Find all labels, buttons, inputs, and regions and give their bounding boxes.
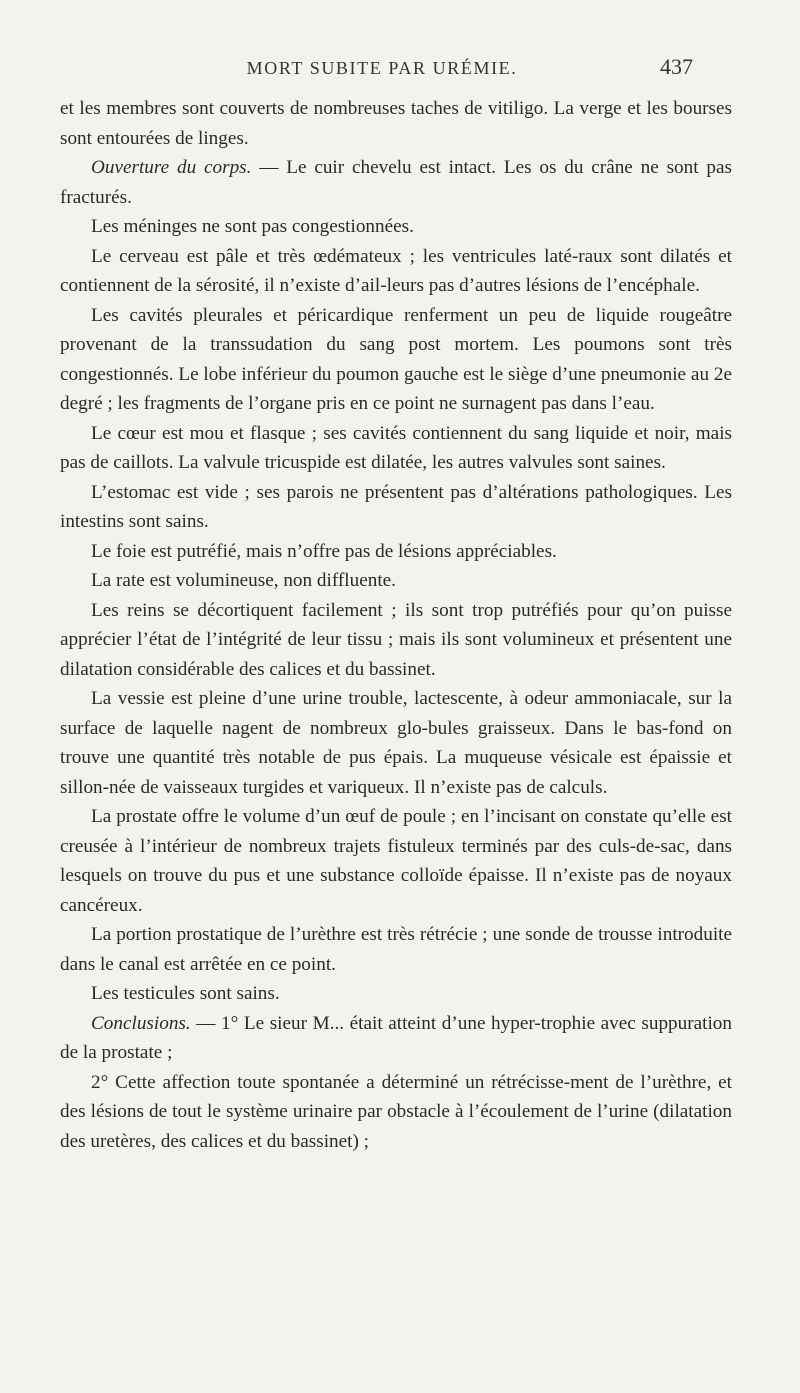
paragraph: Les cavités pleurales et péricardique renferment un peu de liquide rougeâtre provenant de la transsudation du sang post mortem. Les poumons sont très congestionnés. Le lobe inférieur du poumon gauche est le siège d’une pneumonie au 2e degré ; les fragments de l’organe pris en ce point ne surnagent pas dans l’eau. [60, 304, 732, 414]
paragraph: La portion prostatique de l’urèthre est très rétrécie ; une sonde de trousse introduite dans le canal est arrêtée en ce point. [60, 924, 732, 975]
paragraph: Ouverture du corps. — Le cuir chevelu est intact. Les os du crâne ne sont pas fracturés. [60, 157, 732, 208]
running-title: MORT SUBITE PAR URÉMIE. [246, 58, 518, 78]
section-heading: Ouverture du corps. [91, 157, 252, 178]
paragraph: La vessie est pleine d’une urine trouble, lactescente, à odeur ammoniacale, sur la surface de laquelle nagent de nombreux glo-bules graisseux. Dans le bas-fond on trouve une quantité très notable de pus épais. La muqueuse vésicale est épaissie et sillon-née de vaisseaux turgides et variqueux. Il n’existe pas de calculs. [60, 688, 732, 798]
paragraph: L’estomac est vide ; ses parois ne présentent pas d’altérations pathologiques. Les intestins sont sains. [60, 481, 732, 532]
paragraph: Le cœur est mou et flasque ; ses cavités contiennent du sang liquide et noir, mais pas de caillots. La valvule tricuspide est dilatée, les autres valvules sont saines. [60, 422, 732, 473]
paragraph: La rate est volumineuse, non diffluente. [91, 570, 396, 591]
paragraph: Les testicules sont sains. [91, 983, 280, 1004]
paragraph: 2° Cette affection toute spontanée a déterminé un rétrécisse-ment de l’urèthre, et des lésions de tout le système urinaire par obstacle à l’écoulement de l’urine (dilatation des uretères, des calices et du bassinet) ; [60, 1071, 732, 1152]
paragraph: Le cerveau est pâle et très œdémateux ; les ventricules laté-raux sont dilatés et contiennent de la sérosité, il n’existe d’ail-leurs pas d’autres lésions de l’encéphale. [60, 245, 732, 296]
running-head [0, 54, 800, 86]
paragraph: La prostate offre le volume d’un œuf de poule ; en l’incisant on constate qu’elle est creusée à l’intérieur de nombreux trajets fistuleux terminés par des culs-de-sac, dans lesquels on trouve du pus et une substance colloïde épaisse. Il n’existe pas de noyaux cancéreux. [60, 806, 732, 916]
body-text [60, 94, 732, 1156]
paragraph: Les reins se décortiquent facilement ; ils sont trop putréfiés pour qu’on puisse apprécier l’état de l’intégrité de leur tissu ; mais ils sont volumineux et présentent une dilatation considérable des calices et du bassinet. [60, 599, 732, 680]
paragraph: Conclusions. — 1° Le sieur M... était atteint d’une hyper-trophie avec suppuration de la prostate ; [60, 1012, 732, 1063]
paragraph: et les membres sont couverts de nombreuses taches de vitiligo. La verge et les bourses sont entourées de linges. [60, 98, 732, 149]
paragraph: Les méninges ne sont pas congestionnées. [91, 216, 414, 237]
page-number: 437 [660, 54, 693, 79]
paragraph: Le foie est putréfié, mais n’offre pas de lésions appréciables. [91, 540, 557, 562]
section-heading: Conclusions. [91, 1012, 191, 1034]
